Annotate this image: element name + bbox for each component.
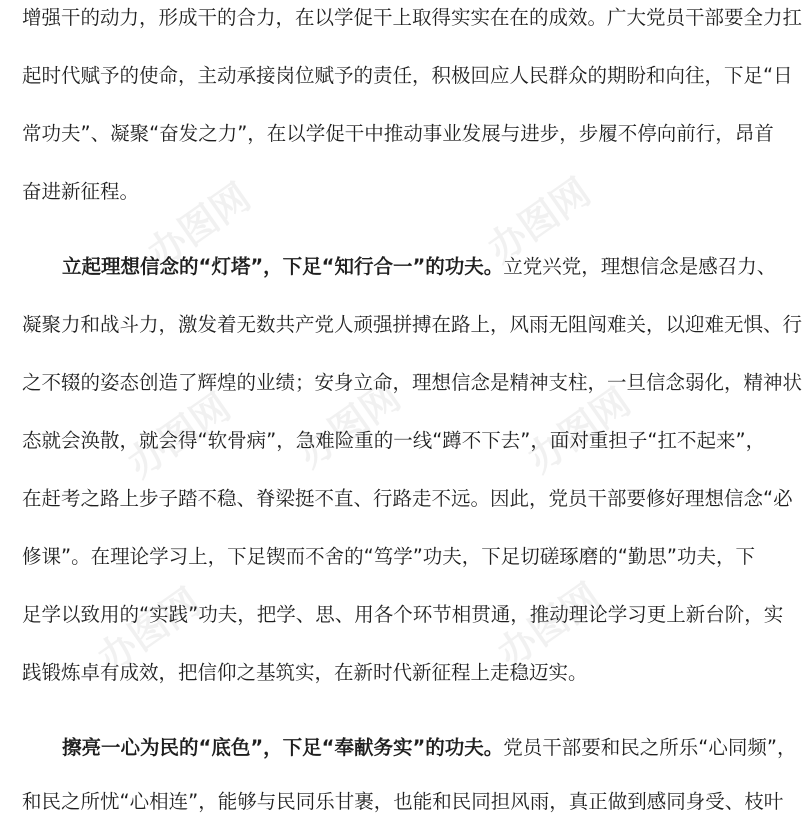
watermark: 办图网 <box>519 379 639 482</box>
text-line <box>62 733 797 763</box>
paragraph-heading: 立起理想信念的“灯塔”，下足“知行合一”的功夫。 <box>62 255 504 278</box>
text-line: 凝聚力和战斗力，激发着无数共产党人顽强拼搏在路上，风雨无阻闯难关，以迎难无惧、行 <box>22 313 802 336</box>
text-line: 增强干的动力，形成干的合力，在以学促干上取得实实在在的成效。广大党员干部要全力扛 <box>22 6 802 29</box>
watermark: 办图网 <box>289 374 409 477</box>
watermark: 办图网 <box>489 574 609 677</box>
text-line: 起时代赋予的使命，主动承接岗位赋予的责任，积极回应人民群众的期盼和向往，下足“日 <box>22 64 793 87</box>
text-line: 足学以致用的“实践”功夫，把学、思、用各个环节相贯通，推动理论学习更上新台阶，实 <box>22 603 784 626</box>
paragraph-text: 立党兴党，理想信念是感召力、 <box>503 255 777 278</box>
text-line: 在赶考之路上步子踏不稳、脊梁挺不直、行路走不远。因此，党员干部要修好理想信念“必 <box>22 487 793 510</box>
text-line: 常功夫”、凝聚“奋发之力”，在以学促干中推动事业发展与进步，步履不停向前行，昂首 <box>22 122 774 145</box>
paragraph-heading: 擦亮一心为民的“底色”，下足“奉献务实”的功夫。 <box>62 736 504 759</box>
text-line: 修课”。在理论学习上，下足锲而不舍的“笃学”功夫，下足切磋琢磨的“勤思”功夫，下 <box>22 545 756 568</box>
text-line: 奋进新征程。 <box>22 180 140 203</box>
text-line: 和民之所忧“心相连”，能够与民同乐甘裹，也能和民同担风雨，真正做到感同身受、枝叶 <box>22 790 784 813</box>
watermark: 办图网 <box>119 384 239 487</box>
text-line: 践锻炼卓有成效，把信仰之基筑实，在新时代新征程上走稳迈实。 <box>22 661 588 684</box>
text-line <box>62 252 780 282</box>
watermark: 办图网 <box>479 169 599 272</box>
text-line: 之不辍的姿态创造了辉煌的业绩；安身立命，理想信念是精神支柱，一旦信念弱化，精神状 <box>22 371 802 394</box>
text-line: 态就会涣散，就会得“软骨病”，急难险重的一线“蹲不下去”，面对重担子“扛不起来”， <box>22 429 766 452</box>
watermark: 办图网 <box>89 579 209 682</box>
paragraph-text: 党员干部要和民之所乐“心同频”， <box>503 736 797 759</box>
watermark: 办图网 <box>139 174 259 277</box>
